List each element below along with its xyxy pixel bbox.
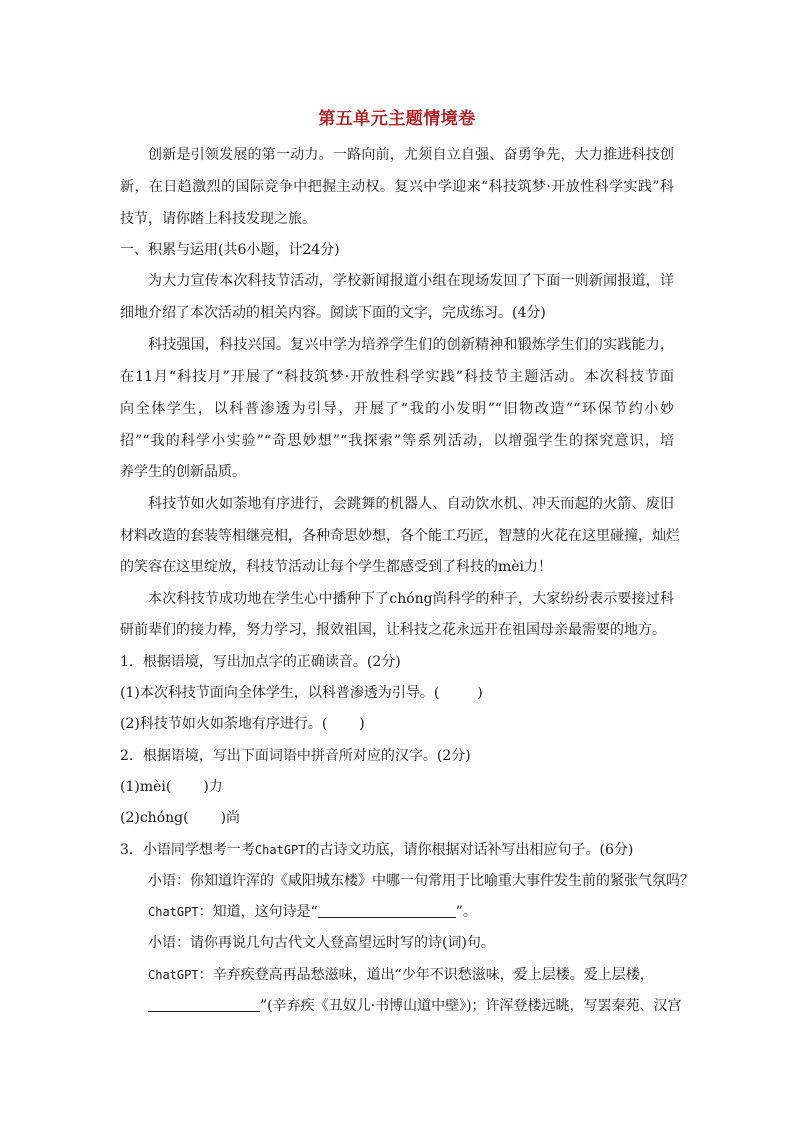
- news3-line-2: 研前辈们的接力棒，努力学习，报效祖国，让科技之花永远开在祖国母亲最需要的地方。: [120, 622, 666, 638]
- task-line-2: 细地介绍了本次活动的相关内容。阅读下面的文字，完成练习。(4分): [120, 305, 546, 321]
- q1-item-2-text: (2)科技节如火如荼地有序进行。(: [120, 716, 328, 732]
- q3-dialogue-5: [148, 996, 682, 1016]
- news1-line-1: 科技强国，科技兴国。复兴中学为培养学生们的创新精神和锻炼学生们的实践能力，: [148, 337, 674, 353]
- news1-line-3: 向全体学生，以科普渗透为引导，开展了“我的小发明”“旧物改造”“环保节约小妙: [120, 401, 674, 417]
- q3-dialogue-2-pre: ：知道，这句诗是“: [198, 904, 318, 920]
- q3-dialogue-4-text: ：辛弃疾登高再品愁滋味，道出“少年不识愁滋味，爱上层楼。爱上层楼，: [198, 967, 654, 983]
- q3-answer-blank-1[interactable]: [318, 903, 456, 918]
- q3-dialogue-2-post: ”。: [455, 904, 477, 920]
- q2-item-2-post: )尚: [220, 810, 241, 826]
- news1-line-4: 招”“我的科学小实验”“奇思妙想”“我探索”等系列活动，以增强学生的探究意识，培: [120, 433, 674, 449]
- q2-item-2-pre: (2)chóng(: [120, 810, 189, 826]
- q3-stem: [120, 840, 633, 860]
- q3-dialogue-5-text: ”(辛弃疾《丑奴儿·书博山道中壁》)；许浑登楼远眺，写罢秦苑、汉宫: [260, 998, 682, 1014]
- q3-answer-blank-2[interactable]: [148, 997, 260, 1012]
- q2-item-1-pre: (1)mèi(: [120, 779, 172, 795]
- q3-dialogue-4: [148, 965, 654, 985]
- q3-stem-pre: 3．小语同学想考一考: [120, 842, 255, 858]
- q3-stem-post: 的古诗文功底，请你根据对话补写出相应句子。(6分): [305, 842, 634, 858]
- news3-line-1: 本次科技节成功地在学生心中播种下了chóng尚科学的种子，大家纷纷表示要接过科: [148, 591, 674, 607]
- q3-stem-brand: ChatGPT: [254, 843, 306, 857]
- q2-item-2: [120, 808, 240, 828]
- section-heading: 一、积累与运用(共6小题，计24分): [120, 242, 340, 258]
- intro-line-2: 新，在日趋激烈的国际竞争中把握主动权。复兴中学迎来“科技筑梦·开放性科学实践”科: [120, 179, 674, 195]
- news1-line-5: 养学生的创新品质。: [120, 464, 246, 480]
- q3-gpt-label-2: ChatGPT: [148, 968, 199, 982]
- q1-item-2: [120, 714, 365, 734]
- intro-line-1: 创新是引领发展的第一动力。一路向前，尤须自立自强、奋勇争先，大力推进科技创: [148, 147, 674, 163]
- q1-item-1-close: ): [477, 685, 483, 701]
- q2-item-1-post: )力: [203, 779, 223, 795]
- q3-gpt-label: ChatGPT: [148, 905, 199, 919]
- task-line-1: 为大力宣传本次科技节活动，学校新闻报道小组在现场发回了下面一则新闻报道，详: [148, 273, 674, 289]
- q2-item-1: [120, 777, 223, 797]
- news2-line-3: 的笑容在这里绽放，科技节活动让每个学生都感受到了科技的mèi力！: [120, 559, 553, 575]
- q3-dialogue-2: [148, 902, 477, 922]
- q3-dialogue-3: 小语：请你再说几句古代文人登高望远时写的诗(词)句。: [148, 935, 495, 951]
- intro-line-3: 技节，请你踏上科技发现之旅。: [120, 211, 316, 227]
- page-title: 第五单元主题情境卷: [318, 109, 476, 129]
- q1-item-2-close: ): [359, 716, 365, 732]
- news2-line-1: 科技节如火如荼地有序进行，会跳舞的机器人、自动饮水机、冲天而起的火箭、废旧: [148, 496, 674, 512]
- q1-item-1: [120, 683, 483, 703]
- news1-line-2: 在11月“科技月”开展了“科技筑梦·开放性科学实践”科技节主题活动。本次科技节面: [120, 369, 674, 385]
- q1-item-1-text: (1)本次科技节面向全体学生，以科普渗透为引导。(: [120, 685, 440, 701]
- q2-stem: 2．根据语境，写出下面词语中拼音所对应的汉字。(2分): [120, 748, 471, 764]
- news2-line-2: 材料改造的套装等相继亮相，各种奇思妙想，各个能工巧匠，智慧的火花在这里碰撞，灿烂: [120, 528, 680, 544]
- q3-dialogue-1: 小语：你知道许浑的《咸阳城东楼》中哪一句常用于比喻重大事件发生前的紧张气氛吗？: [148, 873, 694, 889]
- q1-stem: 1．根据语境，写出加点字的正确读音。(2分): [120, 654, 401, 670]
